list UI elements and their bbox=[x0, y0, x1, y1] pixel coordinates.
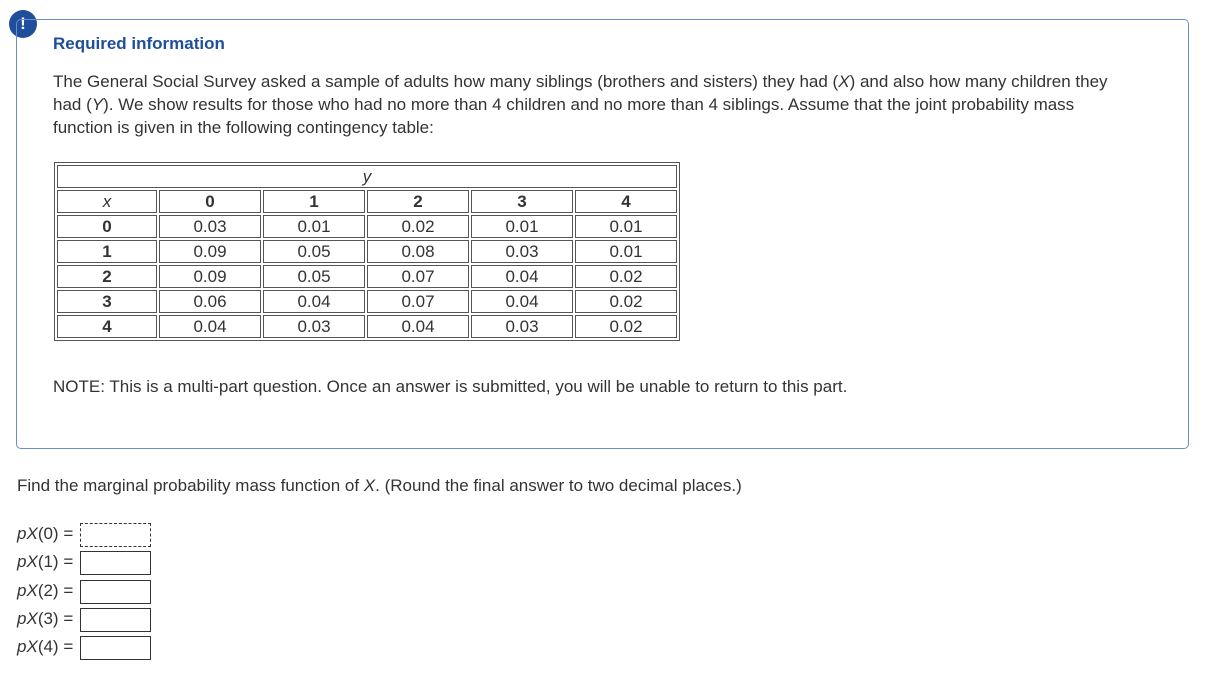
table-row bbox=[57, 240, 677, 263]
px2-input[interactable] bbox=[80, 580, 151, 604]
table-cell: 0.01 bbox=[471, 215, 573, 238]
table-cell: 0.02 bbox=[575, 315, 677, 338]
table-cell: 0.01 bbox=[575, 215, 677, 238]
table-cell: 0.04 bbox=[159, 315, 261, 338]
table-cell: 0.03 bbox=[159, 215, 261, 238]
table-cell: 0.08 bbox=[367, 240, 469, 263]
row-header: 1 bbox=[57, 240, 157, 263]
table-header-row bbox=[57, 190, 677, 213]
table-cell: 0.09 bbox=[159, 240, 261, 263]
answer-label: pX(4) = bbox=[17, 637, 74, 656]
answer-label: pX(0) = bbox=[17, 524, 74, 543]
table-cell: 0.07 bbox=[367, 290, 469, 313]
joint-pmf-table bbox=[54, 162, 680, 341]
table-cell: 0.04 bbox=[263, 290, 365, 313]
table-cell: 0.03 bbox=[263, 315, 365, 338]
question-prompt: Find the marginal probability mass function of X. (Round the final answer to two decimal places.) bbox=[17, 476, 742, 495]
table-cell: 0.05 bbox=[263, 240, 365, 263]
table-row bbox=[57, 165, 677, 188]
info-description: The General Social Survey asked a sample of adults how many siblings (brothers and sisters) they had (X) and also how many children they had (Y). We show results for those who had no more than 4 children and no more than 4 siblings. Assume that the joint probability mass function is given in the following contingency table: bbox=[53, 72, 1108, 137]
table-cell: 0.02 bbox=[367, 215, 469, 238]
table-cell: 0.04 bbox=[367, 315, 469, 338]
row-variable-label: x bbox=[57, 190, 157, 213]
table-cell: 0.07 bbox=[367, 265, 469, 288]
table-row bbox=[57, 265, 677, 288]
table-cell: 0.04 bbox=[471, 290, 573, 313]
row-header: 0 bbox=[57, 215, 157, 238]
alert-icon: ! bbox=[9, 10, 37, 38]
answer-label: pX(1) = bbox=[17, 552, 74, 571]
row-header: 4 bbox=[57, 315, 157, 338]
col-header: 2 bbox=[367, 190, 469, 213]
table-row bbox=[57, 315, 677, 338]
info-title: Required information bbox=[53, 34, 225, 53]
col-header: 4 bbox=[575, 190, 677, 213]
col-header: 3 bbox=[471, 190, 573, 213]
answer-label: pX(2) = bbox=[17, 581, 74, 600]
table-cell: 0.02 bbox=[575, 290, 677, 313]
table-cell: 0.09 bbox=[159, 265, 261, 288]
answer-label: pX(3) = bbox=[17, 609, 74, 628]
table-row bbox=[57, 215, 677, 238]
px4-input[interactable] bbox=[80, 636, 151, 660]
col-header: 0 bbox=[159, 190, 261, 213]
col-variable-label: y bbox=[57, 165, 677, 188]
table-cell: 0.04 bbox=[471, 265, 573, 288]
table-cell: 0.03 bbox=[471, 240, 573, 263]
row-header: 2 bbox=[57, 265, 157, 288]
table-cell: 0.02 bbox=[575, 265, 677, 288]
px3-input[interactable] bbox=[80, 608, 151, 632]
table-cell: 0.01 bbox=[575, 240, 677, 263]
px0-input[interactable] bbox=[80, 523, 151, 547]
table-cell: 0.05 bbox=[263, 265, 365, 288]
table-cell: 0.03 bbox=[471, 315, 573, 338]
row-header: 3 bbox=[57, 290, 157, 313]
table-cell: 0.01 bbox=[263, 215, 365, 238]
col-header: 1 bbox=[263, 190, 365, 213]
multi-part-note: NOTE: This is a multi-part question. Once an answer is submitted, you will be unable to return to this part. bbox=[53, 377, 848, 396]
px1-input[interactable] bbox=[80, 551, 151, 575]
table-row bbox=[57, 290, 677, 313]
table-cell: 0.06 bbox=[159, 290, 261, 313]
